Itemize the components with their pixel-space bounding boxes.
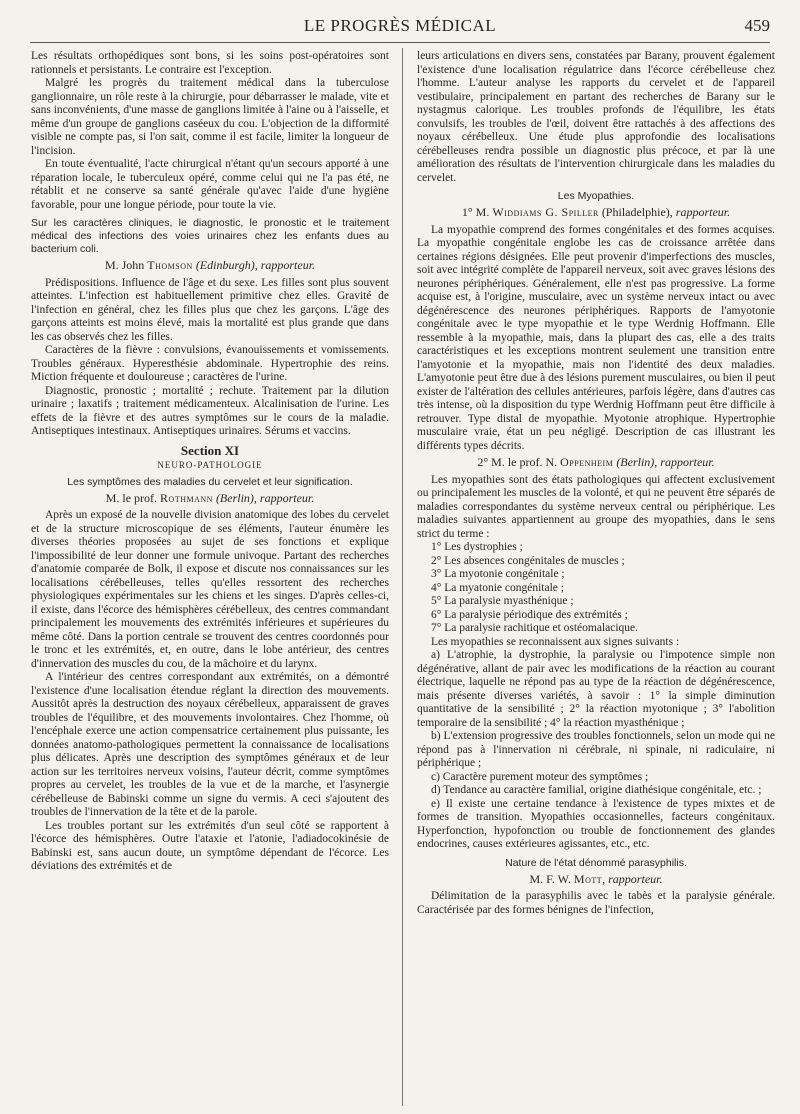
article-heading: Sur les caractères cliniques, le diagnostic, le pronostic et le traitement médical des infections des voies urinaires chez les enfants dues au bacterium coli. (31, 217, 389, 255)
journal-title: LE PROGRÈS MÉDICAL (303, 16, 497, 35)
right-column (417, 50, 775, 917)
list-item: 2° Les absences congénitales de muscles ; (431, 554, 625, 567)
list-item: 1° Les dystrophies ; (431, 541, 523, 553)
rapporteur-line: M. John Thomson (Edinburgh), rapporteur. (104, 258, 316, 272)
paragraph: La myopathie comprend des formes congénitales et des formes acquises. La myopathie congénitale englobe les cas de croissance arrêtée dans certaines régions désignées. Elle peut provenir d'imperfections des muscles, soit avec intégrité complète de l'appareil nerveux, soit avec graves lésions des neurones périphériques. Généralement, elle n'est pas progressive. La forme acquise est, à l'origine, musculaire, avec un système nerveux intact ou avec dégénérescence des neurones périphériques. Rapports de l'amyotonie congénitale avec le type myopathie et le type Werdnig Hoffmann. Elle ressemble à la myopathie, mais, dans la plupart des cas, elle a des traits caractéristiques et les exceptions montrent seulement une transition entre l'amyotonie et la myopathie, mais non l'identité des deux maladies. L'amyotonie peut être due à des lésions purement musculaires, ou bien il peut exister de l'altération des cellules antérieures, parfois légère, dans d'autres cas très intense, où la disposition du type Werdnig Hoffmann peut être difficile à retrouver. Type distal de myopathie. Myotonie atrophique. Hypertrophie musculaire vraie, état un peu négligé. Description de cas illustrant les différents types décrits. (417, 223, 775, 452)
article-heading: Nature de l'état dénommé parasyphilis. (505, 856, 687, 869)
left-column (31, 50, 389, 874)
paragraph: b) L'extension progressive des troubles fonctionnels, selon un mode qui ne répond pas à l'innervation ni cérébrale, ni spinale, ni radiculaire, ni périphérique ; (417, 730, 775, 769)
paragraph: e) Il existe une certaine tendance à l'existence de types mixtes et de formes de transition. Myopathies occasionnelles, facteurs congénitaux. Hyperfonction, hypofonction ou trouble de fonctionnement des glandes endocrines, causes extérieures agissantes, etc., etc. (417, 797, 775, 850)
paragraph: a) L'atrophie, la dystrophie, la paralysie ou l'impotence simple non dégénérative, allant de pair avec les modifications de la réaction au courant électrique, laquelle ne répond pas au type de la réaction de dégénérescence, mais présente diverses variétés, à savoir : 1° la simple diminution quantitative de la sensibilité ; 2° la réaction myotonique ; 3° l'abolition temporaire de la sensibilité ; 4° la réaction myasthénique ; (417, 649, 775, 729)
article-heading: Les Myopathies. (557, 190, 635, 202)
section-subtitle: NEURO-PATHOLOGIE (157, 460, 263, 470)
paragraph: Malgré les progrès du traitement médical dans la tuberculose ganglionnaire, un rôle reste à la chirurgie, pour débarrasser le malade, vite et sans inconvénients, d'une masse de ganglions limitée à l'aine ou à l'aisselle, et même d'un groupe de ganglions caséeux du cou. L'objection de la difformité visible ne compte pas, si l'on sait, comme il est facile, limiter la longueur de l'incision. (31, 77, 389, 157)
list-item: 3° La myotonie congénitale ; (431, 568, 565, 580)
paragraph: Prédispositions. Influence de l'âge et du sexe. Les filles sont plus souvent atteintes. L'infection est habituellement primitive chez elles. Gravité de l'infection en général, chez les filles plus que chez les garçons. L'âge des garçons atteints est moins élevé, mais la mortalité est plus grande que dans les cas observés chez les filles. (31, 276, 389, 343)
paragraph: Caractères de la fièvre : convulsions, évanouissements et vomissements. Troubles généraux. Hyperesthésie abdominale. Hypertrophie des reins. Miction fréquente et douloureuse ; caractères de l'urine. (31, 344, 389, 383)
paragraph: Les myopathies sont des états pathologiques qui affectent exclusivement ou principalement les muscles de la volonté, et qui ne peuvent être séparés de maladies correspondantes du système nerveux central ou périphérique. Les maladies suivantes appartiennent au groupe des myopathies, dans le sens strict du terme : (417, 473, 775, 540)
article-heading: Les symptômes des maladies du cervelet et leur signification. (67, 475, 353, 488)
page-header (30, 16, 770, 38)
paragraph: Les myopathies se reconnaissent aux signes suivants : (431, 635, 680, 648)
page-number: 459 (744, 16, 770, 35)
paragraph: A l'intérieur des centres correspondant aux extrémités, on a démontré l'existence d'une localisation étendue réglant la direction des mouvements. Aussitôt après la destruction des noyaux cérébelleux, apparaissent de graves troubles de l'équilibre, et des mouvements involontaires. Chez l'homme, où l'encéphale exerce une action compensatrice certainement plus puissante, les données anatomo-pathologiques permettent la connaissance de localisations plus délicates. Après une description des symptômes généraux et de leur action sur les territoires nerveux voisins, l'auteur décrit, comme symptômes propres au cervelet, les troubles de la vue et de la marche, et l'asynergie cérébelleuse de Babinski comme un signe du vermis. A ceci s'ajoutent des troubles de l'innervation de la tête et de la parole. (31, 671, 389, 818)
paragraph: Les troubles portant sur les extrémités d'un seul côté se rapportent à l'écorce des hémisphères. Outre l'ataxie et l'atonie, l'adiadocokinésie de Babinski est, sans aucun doute, un symptôme dépendant de l'écorce. Les déviations des extrémités et de (31, 819, 389, 872)
list-item: 7° La paralysie rachitique et ostéomalacique. (431, 622, 639, 634)
paragraph: Les résultats orthopédiques sont bons, si les soins post-opératoires sont rationnels et persistants. Le contraire est l'exception. (31, 50, 389, 76)
list-item: 6° La paralysie périodique des extrémités ; (431, 608, 628, 621)
rapporteur-line: 1° M. Widdiams G. Spiller (Philadelphie), rapporteur. (461, 205, 731, 219)
section-title: Section XI (180, 442, 240, 458)
list-item: 4° La myatonie congénitale ; (431, 581, 564, 594)
paragraph: Diagnostic, pronostic ; mortalité ; rechute. Traitement par la dilution urinaire ; laxatifs ; traitement médicamenteux. Alcalinisation de l'urine. Les effets de la fièvre et des autres symptômes sur le cours de la maladie. Antiseptiques intestinaux. Antiseptiques urinaires. Sérums et vaccins. (31, 384, 389, 437)
myopathy-list (417, 541, 775, 636)
paragraph: c) Caractère purement moteur des symptômes ; (431, 770, 649, 783)
paragraph: Après un exposé de la nouvelle division anatomique des lobes du cervelet et de la structure microscopique de ses éléments, l'auteur énumère les diverses théories proposées au sujet de ses fonctions et explique l'impossibilité de leur donner une formule univoque. Partant des recherches d'anatomie comparée de Bolk, il expose et discute nos connaissances sur les localisations cérébelleuses, telles qu'elles ressortent des recherches physiologiques expérimentales sur les chiens et les singes. D'après celles-ci, il existe, dans l'écorce des hémisphères cérébelleux, des centres commandant principalement les mouvements des extrémités inférieures et supérieures du même côté. Dans la portion centrale se trouvent des centres coordonnés pour le tronc et les extrémités, et, en outre, dans le lobe antérieur, des centres d'innervation des muscles du cou, de la mâchoire et du larynx. (31, 509, 389, 670)
paragraph: En toute éventualité, l'acte chirurgical n'étant qu'un secours apporté à une réparation locale, le tuberculeux opéré, comme celui qui ne l'a pas été, ne rétablit et ne conserve sa santé générale qu'avec l'aide d'une hygiène favorable, pour une longue période, pour toute la vie. (31, 158, 389, 211)
column-divider (402, 48, 403, 1106)
paragraph: leurs articulations en divers sens, constatées par Barany, prouvent également l'existence d'une localisation régulatrice dans l'écorce cérébelleuse chez l'homme. L'auteur analyse les rapports du cervelet et de l'appareil vestibulaire, principalement en partant des recherches de Barany sur le nystagmus calorique. Les troubles profonds de l'équilibre, les états convulsifs, les troubles de l'œil, doivent être rattachés à des affections des noyaux cérébelleux. Une étude plus approfondie des localisations cérébelleuses rendra possible un diagnostic plus précoce, et par là une amélioration des résultats de l'intervention chirurgicale dans les maladies du cervelet. (417, 50, 775, 184)
list-item: 5° La paralysie myasthénique ; (431, 595, 574, 607)
paragraph: Délimitation de la parasyphilis avec le tabès et la paralysie générale. Caractérisée par des formes bénignes de l'infection, (417, 890, 775, 916)
header-rule (30, 42, 770, 43)
rapporteur-line: M. le prof. Rothmann (Berlin), rapporteur. (105, 490, 315, 505)
rapporteur-line: M. F. W. Mott, rapporteur. (529, 871, 663, 886)
rapporteur-line: 2° M. le prof. N. Oppenheim (Berlin), rapporteur. (477, 455, 715, 469)
paragraph: d) Tendance au caractère familial, origine diathésique congénitale, etc. ; (431, 784, 762, 796)
